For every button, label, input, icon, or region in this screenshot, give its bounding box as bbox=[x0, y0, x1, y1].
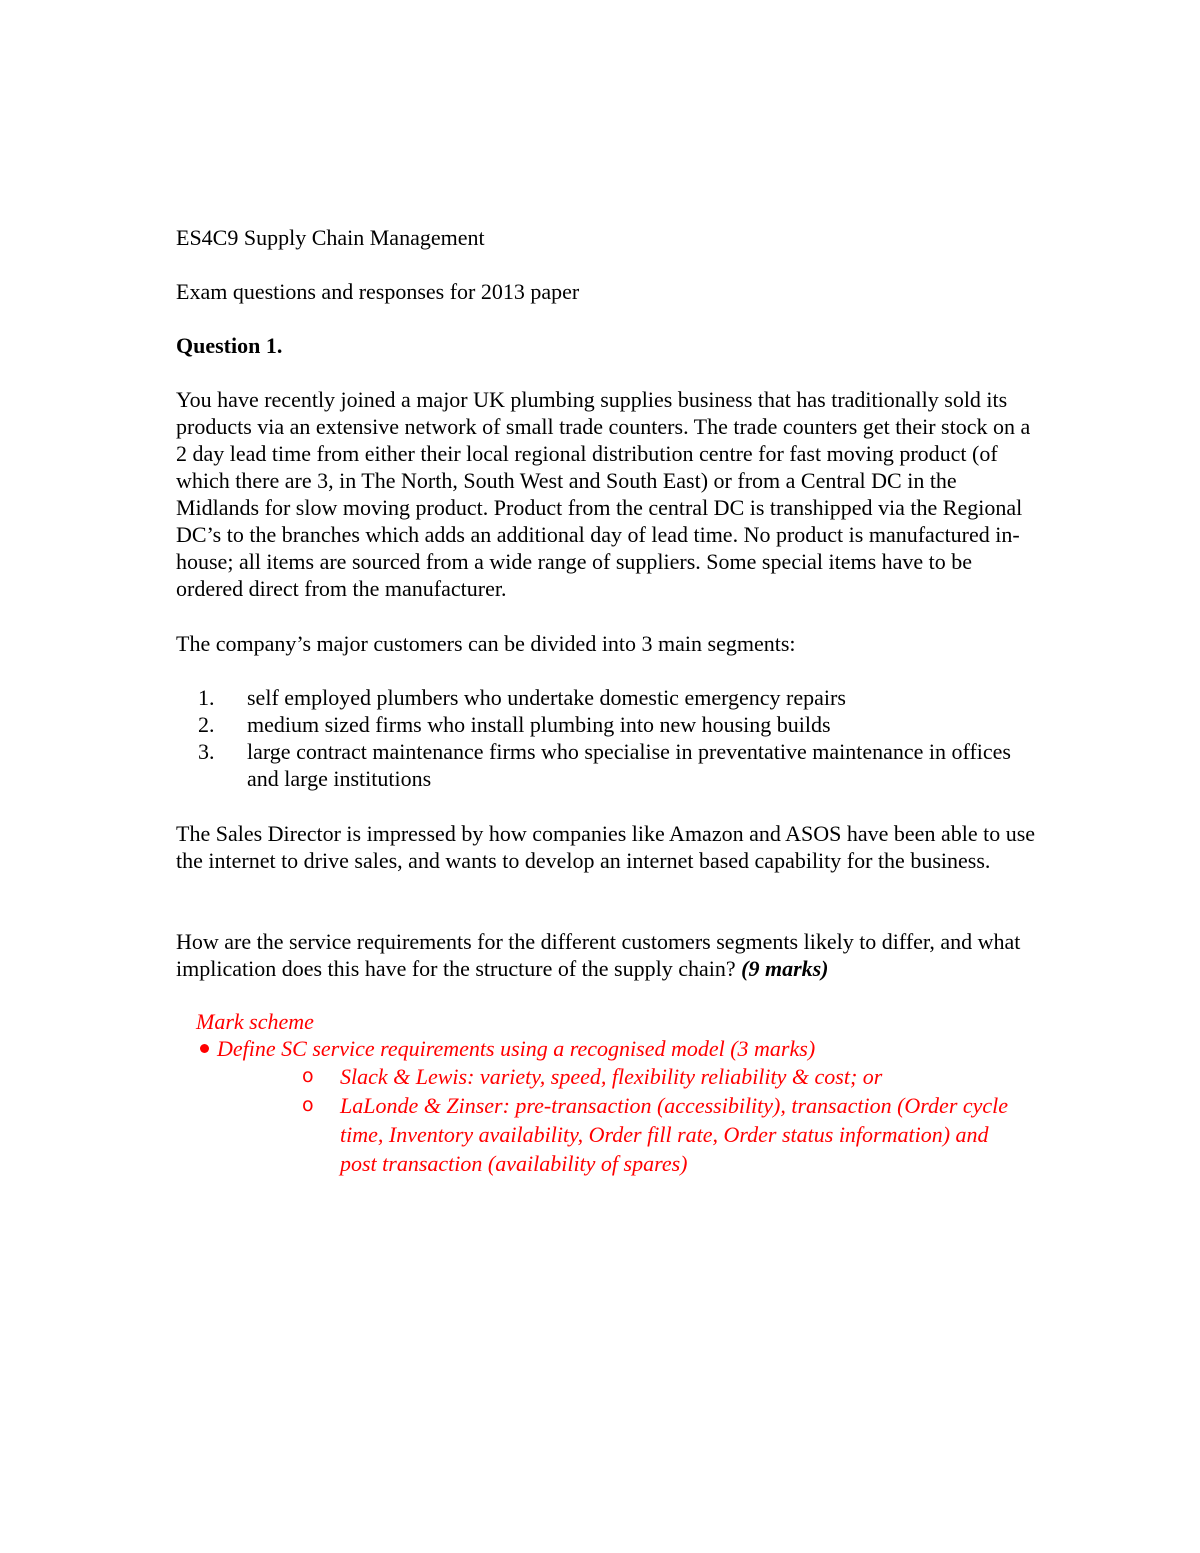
question-prompt-text: How are the service requirements for the different customers segments likely to differ, and what implication does this have for the structure of the supply chain? bbox=[176, 929, 1021, 981]
question-heading: Question 1. bbox=[176, 333, 283, 358]
list-item-text: large contract maintenance firms who specialise in preventative maintenance in offices and large institutions bbox=[247, 739, 1011, 791]
scenario-paragraph-text: You have recently joined a major UK plumbing supplies business that has traditionally sold its products via an extensive network of small trade counters. The trade counters get their stock on a 2 day lead time from either their local regional distribution centre for fast moving product (of which there are 3, in The North, South West and South East) or from a Central DC in the Midlands for slow moving product. Product from the central DC is transhipped via the Regional DC’s to the branches which adds an additional day of lead time. No product is manufactured in-house; all items are sourced from a wide range of suppliers. Some special items have to be ordered direct from the manufacturer. bbox=[176, 387, 1031, 601]
list-item-text: self employed plumbers who undertake domestic emergency repairs bbox=[247, 685, 846, 710]
mark-scheme-sub-item bbox=[302, 1062, 1030, 1091]
list-item-number: 2. bbox=[198, 712, 215, 737]
segments-intro: The company’s major customers can be divided into 3 main segments: bbox=[176, 631, 796, 656]
sales-director-paragraph bbox=[176, 820, 1036, 874]
course-title: ES4C9 Supply Chain Management bbox=[176, 225, 485, 250]
question-marks: (9 marks) bbox=[741, 956, 829, 981]
document-subtitle: Exam questions and responses for 2013 paper bbox=[176, 279, 580, 304]
list-item bbox=[176, 738, 1036, 792]
hollow-bullet-icon: o bbox=[302, 1094, 314, 1116]
mark-scheme-title: Mark scheme bbox=[196, 1009, 314, 1034]
hollow-bullet-icon: o bbox=[302, 1065, 314, 1087]
mark-scheme-sub-item-text: Slack & Lewis: variety, speed, flexibility reliability & cost; or bbox=[340, 1064, 883, 1089]
list-item-text: medium sized firms who install plumbing into new housing builds bbox=[247, 712, 831, 737]
list-item-number: 3. bbox=[198, 739, 215, 764]
mark-scheme-bullet bbox=[200, 1035, 815, 1062]
mark-scheme-bullet-text: Define SC service requirements using a recognised model (3 marks) bbox=[217, 1036, 816, 1061]
mark-scheme-sub-item-text: LaLonde & Zinser: pre-transaction (accessibility), transaction (Order cycle time, Inventory availability, Order fill rate, Order status information) and post transaction (availability of spares) bbox=[340, 1093, 1009, 1176]
bullet-dot-icon bbox=[200, 1044, 209, 1053]
mark-scheme-sub-item bbox=[302, 1091, 1030, 1178]
list-item-number: 1. bbox=[198, 685, 215, 710]
question-prompt bbox=[176, 928, 1036, 982]
list-item bbox=[176, 684, 1036, 711]
scenario-paragraph bbox=[176, 386, 1036, 602]
list-item bbox=[176, 711, 1036, 738]
sales-director-paragraph-text: The Sales Director is impressed by how companies like Amazon and ASOS have been able to use the internet to drive sales, and wants to develop an internet based capability for the business. bbox=[176, 821, 1036, 873]
customer-segments-list bbox=[176, 684, 1036, 792]
